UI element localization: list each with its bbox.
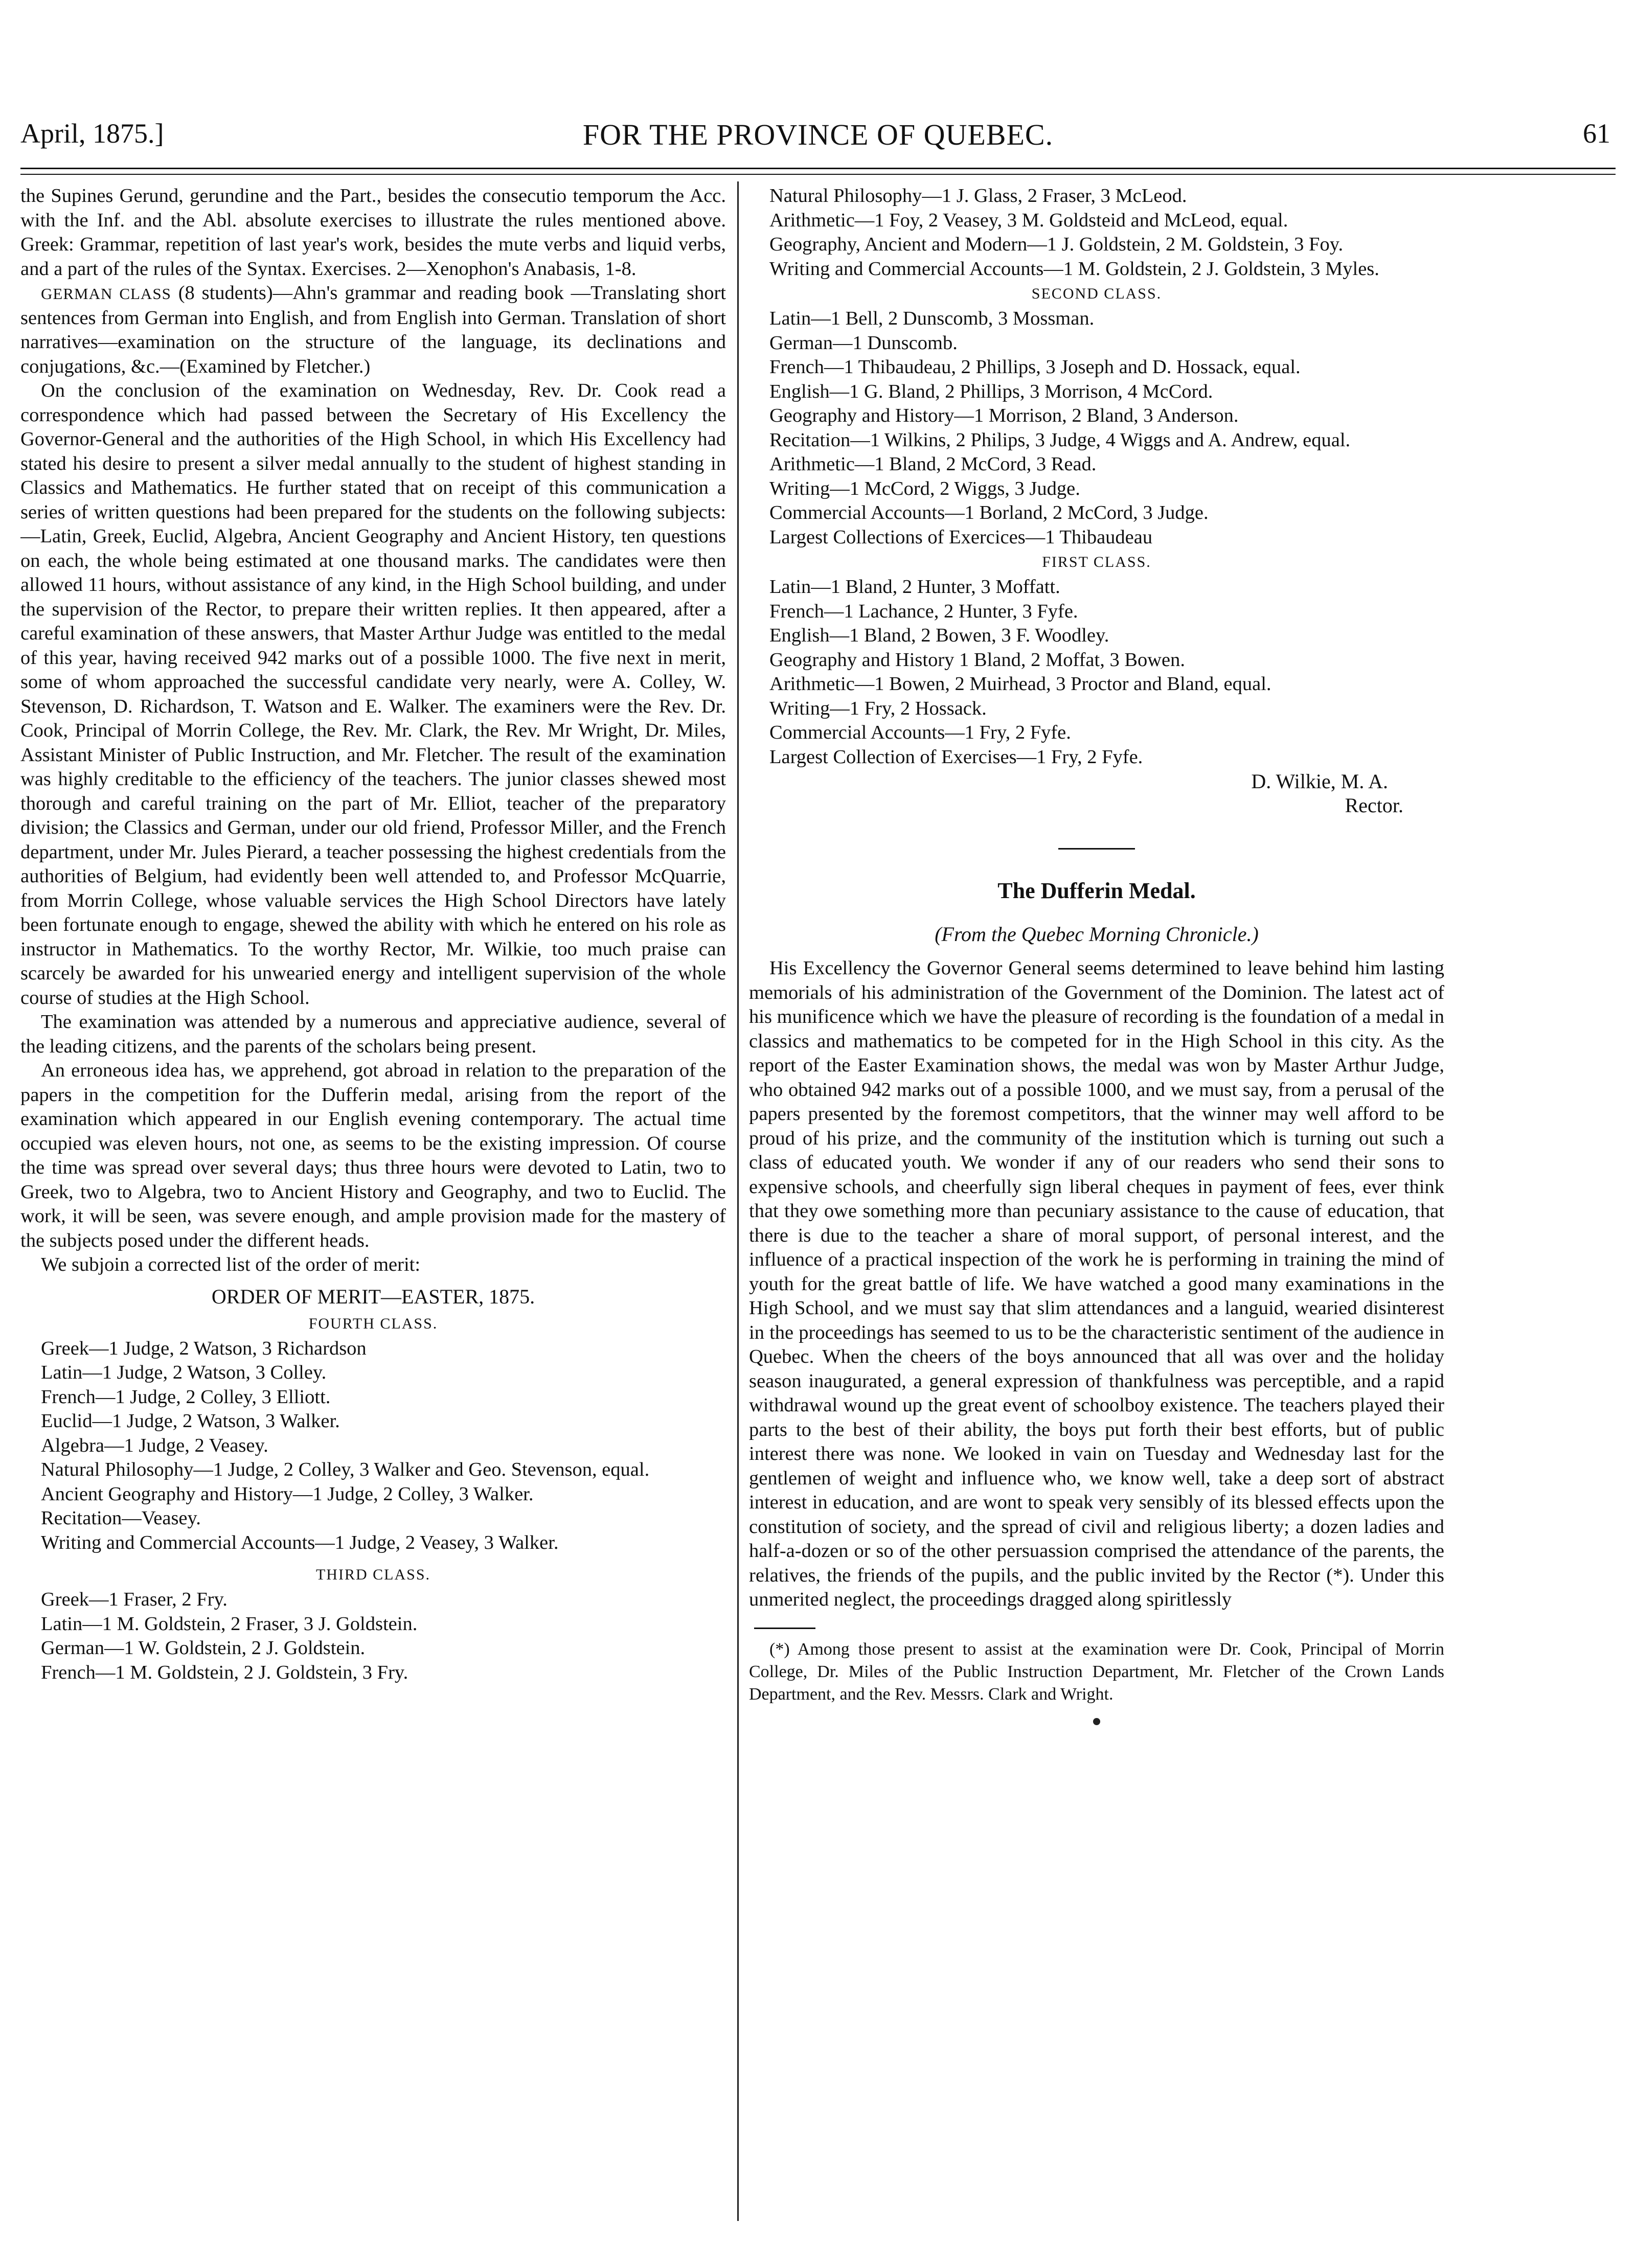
list-item: French—1 Judge, 2 Colley, 3 Elliott. [41,1386,331,1408]
third-class-heading: THIRD CLASS. [315,1566,431,1583]
third-class-continued-list [749,184,1444,281]
list-item: Greek—1 Judge, 2 Watson, 3 Richardson [41,1337,367,1359]
list-item: Natural Philosophy—1 Judge, 2 Colley, 3 Walker and Geo. Stevenson, equal. [41,1459,650,1480]
header-rule [20,168,1616,169]
list-item: English—1 Bland, 2 Bowen, 3 F. Woodley. [769,625,1109,646]
first-class-heading: FIRST CLASS. [1042,554,1151,570]
german-class-label: GERMAN CLASS [41,285,171,303]
second-class-list [749,307,1444,549]
list-item: Euclid—1 Judge, 2 Watson, 3 Walker. [41,1410,340,1432]
list-item: Writing and Commercial Accounts—1 Judge, 2 Veasey, 3 Walker. [41,1531,559,1553]
header-date: April, 1875.] [20,118,164,149]
paragraph-erroneous-idea: An erroneous idea has, we apprehend, got abroad in relation to the preparation of the papers in the competition for the Dufferin medal, arising from the report of the examination which appeared in our English evening contemporary. The actual time occupied was eleven hours, not one, as seems to be the existing impression. Of course the time was spread over several days; thus three hours were devoted to Latin, two to Greek, two to Algebra, two to Ancient History and Geography, and two to Euclid. The work, it will be seen, was severe enough, and ample provision made for the mastery of the subjects posed under the different heads. [20,1060,726,1251]
german-class-text: (8 students)—Ahn's grammar and reading book —Translating short sentences from German into English, and from English into German. Translation of short narratives—examination on the structure of the language, its declinations and conjugations, &c.—(Examined by Fletcher.) [20,282,726,377]
first-class-list [749,575,1444,769]
list-item: Commercial Accounts—1 Borland, 2 McCord, 3 Judge. [769,502,1209,523]
column-divider [737,181,739,2221]
page-header [20,118,1616,166]
list-item: Writing—1 McCord, 2 Wiggs, 3 Judge. [769,477,1080,499]
paragraph-german-class [20,281,726,379]
list-item: Arithmetic—1 Bland, 2 McCord, 3 Read. [769,453,1097,475]
list-item: Arithmetic—1 Bowen, 2 Muirhead, 3 Proctor and Bland, equal. [769,673,1271,695]
ornament-dot [1093,1718,1100,1725]
right-column [749,184,1444,2208]
page-number: 61 [1583,118,1610,149]
footnote: (*) Among those present to assist at the examination were Dr. Cook, Principal of Morrin College, Dr. Miles of the Public Instruction Department, Mr. Fletcher of the Crown Lands Department, and the Rev. Messrs. Clark and Wright. [749,1639,1444,1704]
list-item: Latin—1 Bland, 2 Hunter, 3 Moffatt. [769,576,1060,598]
paragraph-audience: The examination was attended by a numerous and appreciative audience, several of the leading citizens, and the parents of the scholars being present. [20,1011,726,1057]
section-divider [1058,848,1135,850]
third-class-list [20,1588,726,1685]
paragraph-subjoin: We subjoin a corrected list of the order of merit: [41,1254,421,1275]
list-item: Writing—1 Fry, 2 Hossack. [769,697,987,719]
header-title: FOR THE PROVINCE OF QUEBEC. [582,118,1054,151]
list-item: English—1 G. Bland, 2 Phillips, 3 Morrison, 4 McCord. [769,380,1213,402]
list-item: French—1 Lachance, 2 Hunter, 3 Fyfe. [769,600,1078,622]
header-rule-thin [20,174,1616,175]
footnote-rule [754,1628,815,1629]
list-item: Geography and History 1 Bland, 2 Moffat, 3 Bowen. [769,649,1186,671]
list-item: Latin—1 Bell, 2 Dunscomb, 3 Mossman. [769,308,1095,329]
signature-title: Rector. [1345,794,1403,817]
list-item: Commercial Accounts—1 Fry, 2 Fyfe. [769,722,1071,743]
list-item: German—1 W. Goldstein, 2 J. Goldstein. [41,1637,366,1659]
list-item: Greek—1 Fraser, 2 Fry. [41,1589,228,1610]
article-body: His Excellency the Governor General seems determined to leave behind him lasting memorials of his administration of the Government of the Dominion. The latest act of his munificence which we have the pleasure of recording is the foundation of a medal in classics and mathematics to be competed for in the High School in this city. As the report of the Easter Examination shows, the medal was won by Master Arthur Judge, who obtained 942 marks out of a possible 1000, and we must say, from a perusal of the papers presented by the foremost competitors, that the winner may well afford to be proud of his prize, and the community of the institution which is turning out such a class of educated youth. We wonder if any of our readers who send their sons to expensive schools, and cheerfully sign liberal cheques in payment of fees, ever think that they owe something more than pecuniary assistance to the cause of education, that there is due to the teacher a share of moral support, of personal interest, and the influence of a practical inspection of the work he is performing in training the mind of youth for the great battle of life. We have watched a good many examinations in the High School, and we must say that slim attendances and a languid, wearied disinterest in the proceedings has seemed to us to be the characteristic sentiment of the audience in Quebec. When the cheers of the boys announced that all was over and the holiday season inaugurated, a general expression of thankfulness was perceptible, and a rapid withdrawal wound up the great event of schoolboy existence. The teachers played their parts to the best of their ability, the boys put forth their best efforts, but of public interest there was none. We looked in vain on Tuesday and Wednesday last for the gentlemen of weight and influence who, we know well, take a deep sort of abstract interest in education, and are wont to speak very sensibly of its blessed effects upon the constitution of society, and the spread of civil and religious liberty; a dozen ladies and half-a-dozen or so of the other persuassion comprised the attendance of the parents, the relatives, the friends of the pupils, and the public invited by the Rector (*). Under this unmerited neglect, the proceedings dragged along spiritlessly [749,957,1444,1610]
order-of-merit-title: ORDER OF MERIT—EASTER, 1875. [211,1285,535,1308]
list-item: Ancient Geography and History—1 Judge, 2 Colley, 3 Walker. [41,1483,534,1505]
list-item: Natural Philosophy—1 J. Glass, 2 Fraser, 3 McLeod. [769,185,1187,207]
list-item: Recitation—Veasey. [41,1507,201,1529]
list-item: French—1 M. Goldstein, 2 J. Goldstein, 3 Fry. [41,1661,408,1683]
list-item: French—1 Thibaudeau, 2 Phillips, 3 Joseph and D. Hossack, equal. [769,356,1301,378]
list-item: Arithmetic—1 Foy, 2 Veasey, 3 M. Goldsteid and McLeod, equal. [769,209,1288,231]
list-item: German—1 Dunscomb. [769,332,958,354]
list-item: Algebra—1 Judge, 2 Veasey. [41,1434,268,1456]
list-item: Geography and History—1 Morrison, 2 Bland, 3 Anderson. [769,405,1239,426]
second-class-heading: SECOND CLASS. [1031,285,1162,302]
list-item: Latin—1 Judge, 2 Watson, 3 Colley. [41,1362,327,1383]
paragraph-latin-greek: the Supines Gerund, gerundine and the Part., besides the consecutio temporum the Acc. with the Inf. and the Abl. absolute exercises to illustrate the rules mentioned above. Greek: Grammar, repetition of last year's work, besides the mute verbs and liquid verbs, and a part of the rules of the Syntax. Exercises. 2—Xenophon's Anabasis, 1-8. [20,185,726,280]
fourth-class-list [20,1337,726,1555]
list-item: Writing and Commercial Accounts—1 M. Goldstein, 2 J. Goldstein, 3 Myles. [769,258,1379,280]
list-item: Largest Collection of Exercises—1 Fry, 2 Fyfe. [769,746,1143,768]
paragraph-examination: On the conclusion of the examination on Wednesday, Rev. Dr. Cook read a correspondence which had passed between the Secretary of His Excellency the Governor-General and the authorities of the High School, in which His Excellency had stated his desire to present a silver medal annually to the student of highest standing in Classics and Mathematics. He further stated that on receipt of this communication a series of written questions had been prepared for the students on the following subjects:—Latin, Greek, Euclid, Algebra, Ancient Geography and Ancient History, ten questions on each, the whole being estimated at one thousand marks. The candidates were then allowed 11 hours, without assistance of any kind, in the High School building, and under the supervision of the Rector, to prepare their written replies. It then appeared, after a careful examination of these answers, that Master Arthur Judge was entitled to the medal of this year, having received 942 marks out of a possible 1000. The five next in merit, some of whom approached the successful candidate very nearly, were A. Colley, W. Stevenson, D. Richardson, T. Watson and E. Walker. The examiners were the Rev. Dr. Cook, Principal of Morrin College, the Rev. Mr. Clark, the Rev. Mr Wright, Dr. Miles, Assistant Minister of Public Instruction, and Mr. Fletcher. The result of the examination was highly creditable to the efficiency of the teachers. The junior classes shewed most thorough and careful training on the part of Mr. Elliot, teacher of the preparatory division; the Classics and German, under our old friend, Professor Miller, and the French department, under Mr. Jules Pierard, a teacher possessing the highest credentials from the authorities of Belgium, had evidently been well attended to, and Professor McQuarrie, from Morrin College, whose valuable services the High School Directors have lately been fortunate enough to engage, shewed the ability with which he entered on his role as instructor in Mathematics. To the worthy Rector, Mr. Wilkie, too much praise can scarcely be awarded for his unwearied energy and intelligent supervision of the whole course of studies at the High School. [20,380,726,1009]
fourth-class-heading: FOURTH CLASS. [308,1315,438,1332]
list-item: Geography, Ancient and Modern—1 J. Goldstein, 2 M. Goldstein, 3 Foy. [769,234,1344,255]
list-item: Recitation—1 Wilkins, 2 Philips, 3 Judge, 4 Wiggs and A. Andrew, equal. [769,429,1351,451]
left-column [20,184,726,2218]
list-item: Largest Collections of Exercices—1 Thibaudeau [769,526,1153,548]
signature-name: D. Wilkie, M. A. [1251,770,1388,793]
article-title: The Dufferin Medal. [997,878,1196,903]
article-source: (From the Quebec Morning Chronicle.) [935,923,1259,946]
list-item: Latin—1 M. Goldstein, 2 Fraser, 3 J. Goldstein. [41,1613,418,1635]
